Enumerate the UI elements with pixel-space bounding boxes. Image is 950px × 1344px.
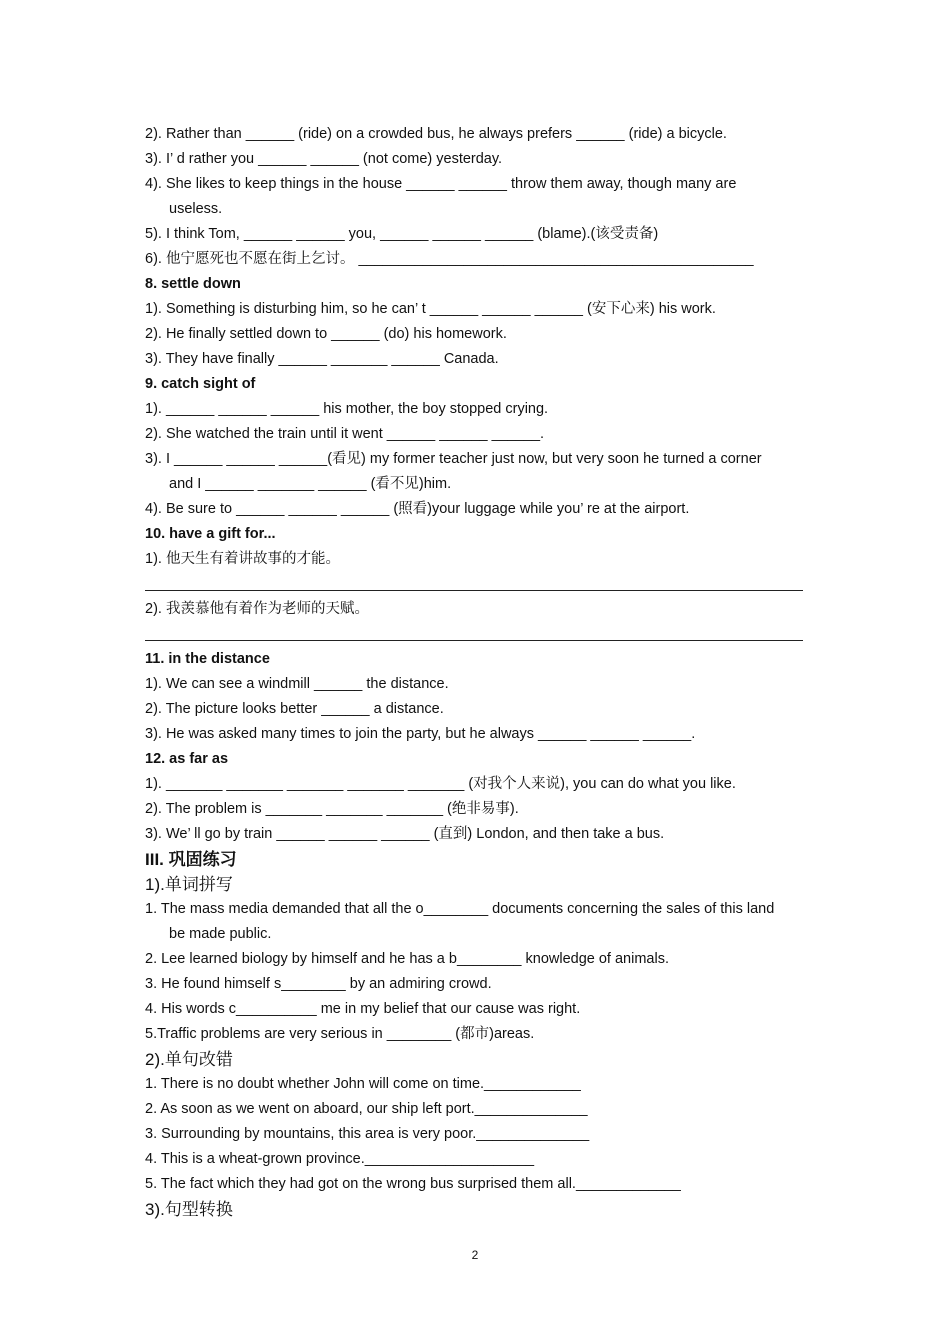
exercise-line: 3). I’ d rather you ______ ______ (not come) yesterday. [145, 151, 503, 167]
exercise-line: 1). ______ ______ ______ his mother, the boy stopped crying. [145, 401, 549, 417]
exercise-line: 3). They have finally ______ _______ ______ Canada. [145, 351, 499, 367]
exercise-line: 1). Something is disturbing him, so he can’ t ______ ______ ______ (安下心来) his work. [145, 301, 716, 317]
part-heading: III. 巩固练习 [145, 850, 237, 869]
exercise-line: 3). I ______ ______ ______(看见) my former teacher just now, but very soon he turned a corner [145, 451, 762, 467]
answer-gap [145, 622, 810, 647]
exercise-line: 2. Lee learned biology by himself and he has a b________ knowledge of animals. [145, 951, 669, 967]
answer-line [145, 590, 803, 591]
exercise-line: 4. This is a wheat-grown province._____________________ [145, 1151, 535, 1167]
exercise-line: 2). 我羡慕他有着作为老师的天赋。 [145, 601, 369, 617]
exercise-line: 3). He was asked many times to join the party, but he always ______ ______ ______. [145, 726, 696, 742]
exercise-line: 2). Rather than ______ (ride) on a crowded bus, he always prefers ______ (ride) a bicycle. [145, 126, 727, 142]
exercise-line: 2). The problem is _______ _______ _______ (绝非易事). [145, 801, 519, 817]
exercise-line-continuation: be made public. [169, 926, 272, 942]
exercise-line: 3. Surrounding by mountains, this area is very poor.______________ [145, 1126, 590, 1142]
exercise-line: 3. He found himself s________ by an admiring crowd. [145, 976, 492, 992]
exercise-line: 1. The mass media demanded that all the o________ documents concerning the sales of this land [145, 901, 775, 917]
exercise-line: 2). The picture looks better ______ a distance. [145, 701, 444, 717]
section-heading: 9. catch sight of [145, 376, 256, 392]
exercise-line: 1). 他天生有着讲故事的才能。 [145, 551, 340, 567]
exercise-line: 2). He finally settled down to ______ (do) his homework. [145, 326, 507, 342]
exercise-line: 5). I think Tom, ______ ______ you, ______ ______ ______ (blame).(该受责备) [145, 226, 659, 242]
section-heading: 11. in the distance [145, 651, 270, 667]
exercise-line: 2). She watched the train until it went ______ ______ ______. [145, 426, 545, 442]
exercise-line: 5. The fact which they had got on the wrong bus surprised them all._____________ [145, 1176, 681, 1192]
exercise-line-continuation: and I ______ _______ ______ (看不见)him. [169, 476, 452, 492]
exercise-line: 4). Be sure to ______ ______ ______ (照看)your luggage while you’ re at the airport. [145, 501, 690, 517]
subsection-heading: 1).单词拼写 [145, 875, 233, 894]
exercise-line-continuation: useless. [169, 201, 223, 217]
section-heading: 10. have a gift for... [145, 526, 276, 542]
exercise-line: 6). 他宁愿死也不愿在街上乞讨。 _________________________________________________ [145, 251, 754, 267]
exercise-line: 4). She likes to keep things in the house ______ ______ throw them away, though many are [145, 176, 737, 192]
subsection-heading: 2).单句改错 [145, 1050, 233, 1069]
subsection-heading: 3).句型转换 [145, 1200, 233, 1219]
document-body [145, 122, 810, 1222]
exercise-line: 2. As soon as we went on aboard, our ship left port.______________ [145, 1101, 588, 1117]
exercise-line: 3). We’ ll go by train ______ ______ ______ (直到) London, and then take a bus. [145, 826, 665, 842]
exercise-line: 1). We can see a windmill ______ the distance. [145, 676, 449, 692]
exercise-line: 5.Traffic problems are very serious in ________ (都市)areas. [145, 1026, 535, 1042]
exercise-line: 1). _______ _______ _______ _______ _______ (对我个人来说), you can do what you like. [145, 776, 736, 792]
exercise-line: 1. There is no doubt whether John will come on time.____________ [145, 1076, 581, 1092]
answer-line [145, 640, 803, 641]
exercise-line: 4. His words c__________ me in my belief that our cause was right. [145, 1001, 581, 1017]
section-heading: 8. settle down [145, 276, 241, 292]
page-number: 2 [471, 1248, 479, 1262]
answer-gap [145, 572, 810, 597]
section-heading: 12. as far as [145, 751, 229, 767]
